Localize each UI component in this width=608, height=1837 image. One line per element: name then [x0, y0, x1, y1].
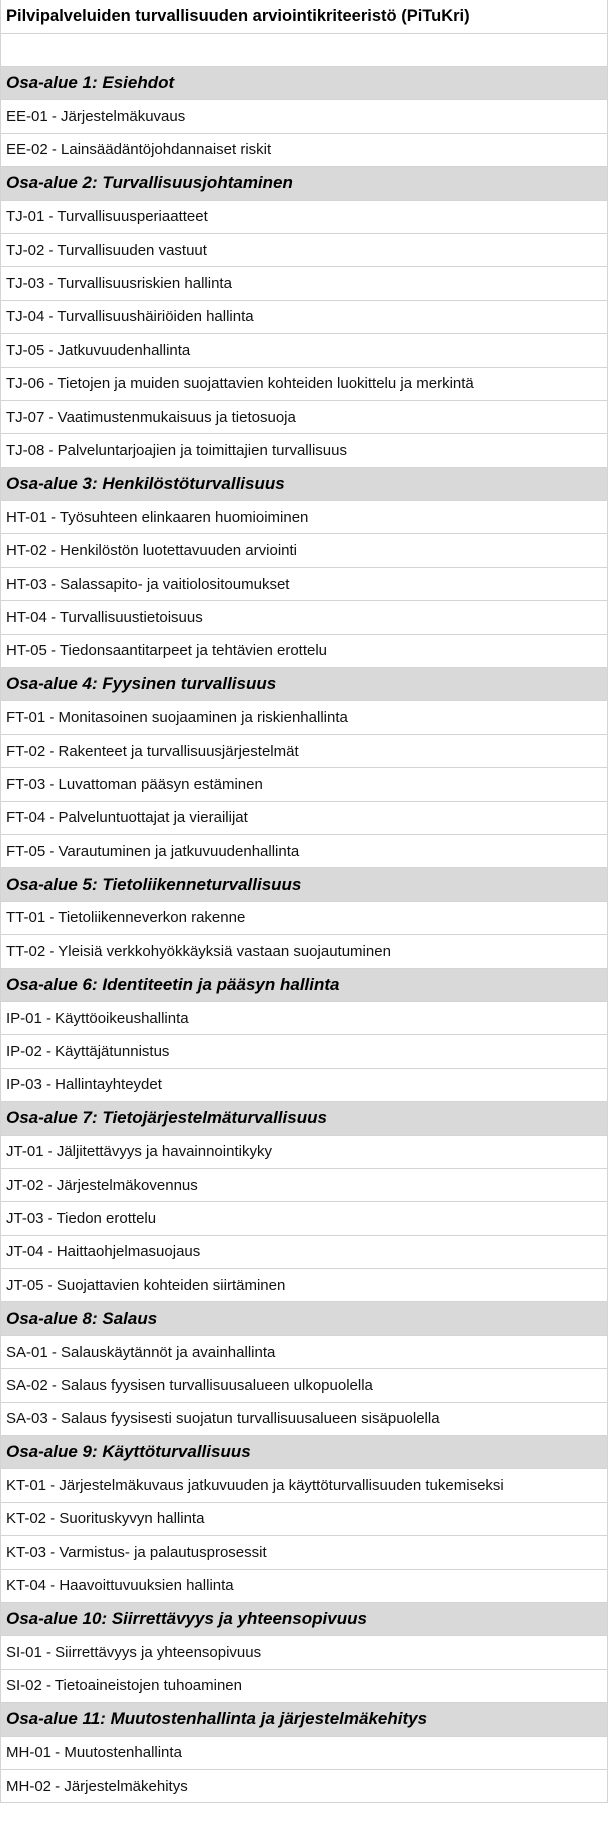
section-header: Osa-alue 3: Henkilöstöturvallisuus	[1, 468, 608, 501]
section-header: Osa-alue 1: Esiehdot	[1, 67, 608, 100]
criterion-row: MH-01 - Muutostenhallinta	[1, 1737, 608, 1770]
section-header: Osa-alue 6: Identiteetin ja pääsyn hallinta	[1, 969, 608, 1002]
criterion-row: TJ-02 - Turvallisuuden vastuut	[1, 234, 608, 267]
section-header: Osa-alue 9: Käyttöturvallisuus	[1, 1436, 608, 1469]
criterion-row: JT-02 - Järjestelmäkovennus	[1, 1169, 608, 1202]
criterion-row: TT-02 - Yleisiä verkkohyökkäyksiä vastaan suojautuminen	[1, 935, 608, 968]
criterion-row: HT-04 - Turvallisuustietoisuus	[1, 601, 608, 634]
criterion-row: IP-03 - Hallintayhteydet	[1, 1069, 608, 1102]
criterion-row: TT-01 - Tietoliikenneverkon rakenne	[1, 902, 608, 935]
criterion-row: KT-02 - Suorituskyvyn hallinta	[1, 1503, 608, 1536]
criterion-row: IP-01 - Käyttöoikeushallinta	[1, 1002, 608, 1035]
sections-container	[1, 67, 608, 1803]
criterion-row: TJ-03 - Turvallisuusriskien hallinta	[1, 267, 608, 300]
criterion-row: EE-01 - Järjestelmäkuvaus	[1, 100, 608, 133]
criterion-row: SI-01 - Siirrettävyys ja yhteensopivuus	[1, 1636, 608, 1669]
criterion-row: MH-02 - Järjestelmäkehitys	[1, 1770, 608, 1803]
criterion-row: FT-02 - Rakenteet ja turvallisuusjärjestelmät	[1, 735, 608, 768]
criterion-row: FT-03 - Luvattoman pääsyn estäminen	[1, 768, 608, 801]
criterion-row: JT-01 - Jäljitettävyys ja havainnointikyky	[1, 1136, 608, 1169]
criterion-row: KT-04 - Haavoittuvuuksien hallinta	[1, 1570, 608, 1603]
criterion-row: FT-04 - Palveluntuottajat ja vierailijat	[1, 802, 608, 835]
section-header: Osa-alue 7: Tietojärjestelmäturvallisuus	[1, 1102, 608, 1135]
criterion-row: FT-05 - Varautuminen ja jatkuvuudenhallinta	[1, 835, 608, 868]
criterion-row: HT-02 - Henkilöstön luotettavuuden arviointi	[1, 534, 608, 567]
section-header: Osa-alue 11: Muutostenhallinta ja järjestelmäkehitys	[1, 1703, 608, 1736]
criterion-row: SA-01 - Salauskäytännöt ja avainhallinta	[1, 1336, 608, 1369]
criterion-row: TJ-07 - Vaatimustenmukaisuus ja tietosuoja	[1, 401, 608, 434]
criterion-row: TJ-04 - Turvallisuushäiriöiden hallinta	[1, 301, 608, 334]
criterion-row: HT-05 - Tiedonsaantitarpeet ja tehtävien erottelu	[1, 635, 608, 668]
criterion-row: KT-01 - Järjestelmäkuvaus jatkuvuuden ja käyttöturvallisuuden tukemiseksi	[1, 1469, 608, 1502]
criterion-row: SA-02 - Salaus fyysisen turvallisuusalueen ulkopuolella	[1, 1369, 608, 1402]
criterion-row: IP-02 - Käyttäjätunnistus	[1, 1035, 608, 1068]
criterion-row: TJ-06 - Tietojen ja muiden suojattavien kohteiden luokittelu ja merkintä	[1, 368, 608, 401]
section-header: Osa-alue 8: Salaus	[1, 1302, 608, 1335]
section-header: Osa-alue 5: Tietoliikenneturvallisuus	[1, 868, 608, 901]
criterion-row: TJ-05 - Jatkuvuudenhallinta	[1, 334, 608, 367]
criterion-row: EE-02 - Lainsäädäntöjohdannaiset riskit	[1, 134, 608, 167]
criterion-row: TJ-01 - Turvallisuusperiaatteet	[1, 201, 608, 234]
empty-row	[1, 34, 608, 67]
criterion-row: HT-01 - Työsuhteen elinkaaren huomioiminen	[1, 501, 608, 534]
criterion-row: SI-02 - Tietoaineistojen tuhoaminen	[1, 1670, 608, 1703]
criterion-row: JT-03 - Tiedon erottelu	[1, 1202, 608, 1235]
criterion-row: KT-03 - Varmistus- ja palautusprosessit	[1, 1536, 608, 1569]
criterion-row: HT-03 - Salassapito- ja vaitiolositoumukset	[1, 568, 608, 601]
section-header: Osa-alue 10: Siirrettävyys ja yhteensopivuus	[1, 1603, 608, 1636]
criterion-row: SA-03 - Salaus fyysisesti suojatun turvallisuusalueen sisäpuolella	[1, 1403, 608, 1436]
sheet-title: Pilvipalveluiden turvallisuuden arviointikriteeristö (PiTuKri)	[1, 0, 608, 34]
criterion-row: TJ-08 - Palveluntarjoajien ja toimittajien turvallisuus	[1, 434, 608, 467]
criterion-row: JT-04 - Haittaohjelmasuojaus	[1, 1236, 608, 1269]
section-header: Osa-alue 4: Fyysinen turvallisuus	[1, 668, 608, 701]
criterion-row: JT-05 - Suojattavien kohteiden siirtäminen	[1, 1269, 608, 1302]
section-header: Osa-alue 2: Turvallisuusjohtaminen	[1, 167, 608, 200]
criterion-row: FT-01 - Monitasoinen suojaaminen ja riskienhallinta	[1, 701, 608, 734]
